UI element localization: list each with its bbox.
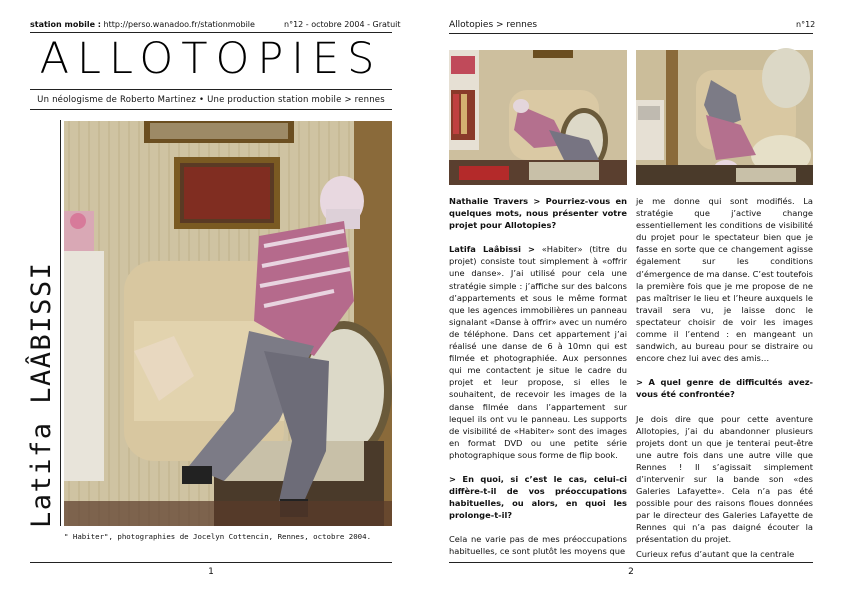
page2-footer-rule [449,562,813,563]
answer-1 [449,243,627,461]
tagline: Un néologisme de Roberto Martinez • Une production station mobile > rennes [37,95,385,105]
answer-1-speaker: Latifa Laâbissi > [449,244,535,255]
page2-number: 2 [628,567,634,577]
answer-3: Je dois dire que pour cette aventure Allotopies, j’ai du abandonner plusieurs projets dont un que je tenterai peut-être une autre fois dans une autre ville que Rennes ! Il s’agissait simplement d’intervenir sur la bande son «des Galeries Lafayette». Cela n’a pas été possible pour des raisons floues données par le directeur des Galeries Lafayette de Rennes qui n’a pas daigné écouter la présentation du projet. [636,413,813,545]
page1-header [30,20,255,29]
article-column-2 [636,195,813,559]
page1-header-issue: n°12 - octobre 2004 - Gratuit [284,20,401,29]
photo-caption: " Habiter", photographies de Jocelyn Cottencin, Rennes, octobre 2004. [64,532,372,541]
page2-breadcrumb: Allotopies > rennes [449,20,538,30]
page1-header-rule [30,32,392,33]
photo-left [449,50,627,185]
masthead-rule-bottom [30,109,392,110]
page1-number: 1 [208,567,214,577]
vertical-rule [60,120,61,526]
main-photo [64,121,392,526]
photo-right [636,50,813,185]
header-url[interactable]: http://perso.wanadoo.fr/stationmobile [100,20,255,29]
masthead-title: ALLOTOPIES [39,34,383,84]
page2-header-issue: n°12 [796,20,816,29]
page1-footer-rule [30,562,392,563]
answer-1-text: «Habiter» (titre du projet) consiste tout simplement à «offrir une danse». J’ai utilisé pour cela une stratégie simple : j’affiche sur des balcons d’appartements et sous le même format que les agences immobilières un panneau signalant «Danse à offrir» avec un numéro de téléphone. Dans cet appartement j’ai réalisé une danse de 6 à 10mn qui est filmée et photographiée. Aux personnes qui me contactent je situe le cadre du projet et leur propose, si elles le souhaitent, de recevoir les images de la danse filmée dans l’appartement sur lequel ils ont vu le panneau. Les supports de visibilité de «Habiter» sont des images en format DVD ou une petite série photographique sous forme de flip book. [449,244,627,460]
answer-3-continued: Curieux refus d’autant que la centrale [636,548,795,559]
page2-header-rule [449,33,813,34]
masthead-rule-top [30,89,392,90]
question-3: > A quel genre de difficultés avez-vous été confrontée? [636,377,813,400]
question-1: Nathalie Travers > Pourriez-vous en quelques mots, nous présenter votre projet pour Allotopies? [449,196,627,231]
question-2: > En quoi, si c’est le cas, celui-ci diffère-t-il de vos préoccupations habituelles, ou alors, en quoi les prolonge-t-il? [449,473,627,521]
article-column-1 [449,195,627,557]
answer-2-start: Cela ne varie pas de mes préoccupations habituelles, ce sont plutôt les moyens que [449,534,627,557]
answer-2-continued: je me donne qui sont modifiés. La stratégie que j’active change essentiellement les conditions de visibilité du projet pour le spectateur bien que je fasse en sorte que ce changement agisse également sur les conditions d’émergence de ma danse. C’est toutefois la première fois que je me propose de ne pas maîtriser le lieu et l’heure auxquels le travail sera vu, je laisse donc le spectateur choisir de voir les images comme il l’entend : en mangeant un sandwich, au bureau pour se distraire ou encore chez lui avec des amis… [636,196,813,364]
header-site-label: station mobile : [30,20,101,29]
